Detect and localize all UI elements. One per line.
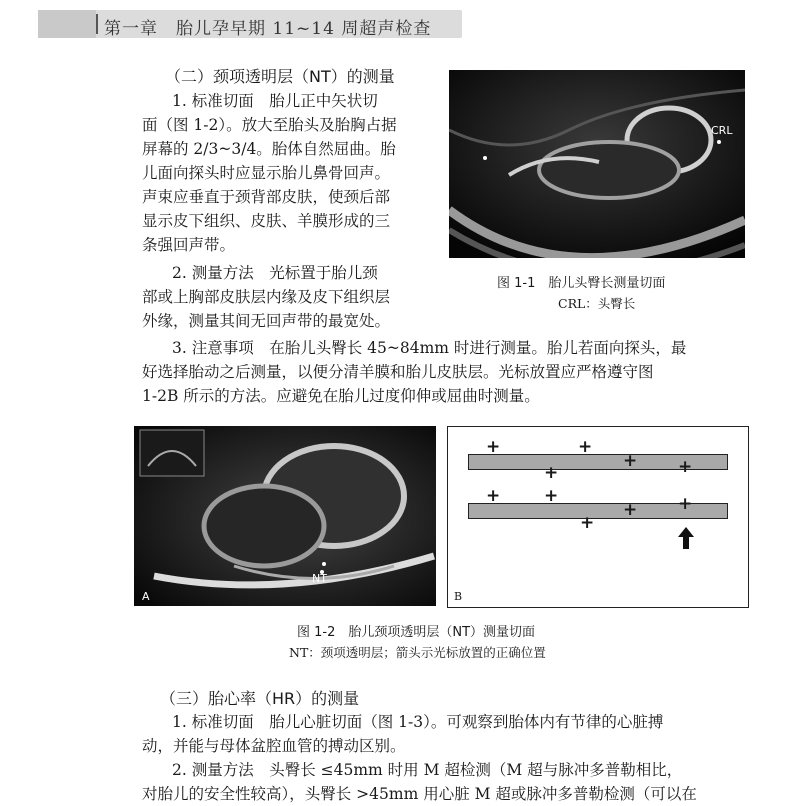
paragraph-line: 部或上胸部皮肤层内缘及皮下组织层 xyxy=(142,288,391,306)
figure-1-2-caption: 图 1-2 胎儿颈项透明层（NT）测量切面 xyxy=(297,625,536,640)
paragraph-line: 1. 标准切面 胎儿正中矢状切 xyxy=(172,92,378,110)
paragraph-line: 2. 测量方法 光标置于胎儿颈 xyxy=(172,264,378,282)
cursor-cross-icon: + xyxy=(623,500,638,520)
paragraph-line: 外缘，测量其间无回声带的最宽处。 xyxy=(142,312,391,330)
paragraph-line: 好选择胎动之后测量，以便分清羊膜和胎儿皮肤层。光标放置应严格遵守图 xyxy=(142,363,654,381)
cursor-cross-icon: + xyxy=(678,457,693,477)
section-heading-hr: （三）胎心率（HR）的测量 xyxy=(160,689,360,708)
paragraph-line: 儿面向探头时应显示胎儿鼻骨回声。 xyxy=(142,164,391,182)
panel-b-label: B xyxy=(454,590,463,603)
figure-1-1-ultrasound xyxy=(449,70,745,258)
section-heading-nt: （二）颈项透明层（NT）的测量 xyxy=(165,67,395,86)
cursor-cross-icon: + xyxy=(623,451,638,471)
ultrasound-image xyxy=(449,70,745,258)
paragraph-line: 声束应垂直于颈背部皮肤，使颈后部 xyxy=(142,188,391,206)
paragraph-line: 1. 标准切面 胎儿心脏切面（图 1-3）。可观察到胎体内有节律的心脏搏 xyxy=(172,713,664,731)
nt-label: NT xyxy=(312,572,327,585)
header-accent-bar xyxy=(38,10,96,38)
paragraph-line: 对胎儿的安全性较高），头臀长 >45mm 用心脏 M 超或脉冲多普勒检测（可以在 xyxy=(142,785,697,803)
chapter-title: 第一章 胎儿孕早期 11~14 周超声检查 xyxy=(104,19,432,39)
cursor-cross-icon: + xyxy=(580,513,595,533)
cursor-cross-icon: + xyxy=(544,463,559,483)
cursor-cross-icon: + xyxy=(486,486,501,506)
cursor-cross-icon: + xyxy=(544,486,559,506)
figure-1-2-subcaption: NT：颈项透明层；箭头示光标放置的正确位置 xyxy=(289,645,546,660)
panel-a-label: A xyxy=(142,590,150,603)
cursor-cross-icon: + xyxy=(678,494,693,514)
paragraph-line: 2. 测量方法 头臀长 ≤45mm 时用 M 超检测（M 超与脉冲多普勒相比， xyxy=(172,761,683,779)
figure-1-2a-ultrasound xyxy=(134,426,436,606)
figure-1-2b-diagram xyxy=(447,426,749,608)
paragraph-line: 屏幕的 2/3~3/4。胎体自然屈曲。胎 xyxy=(142,140,396,158)
cursor-cross-icon: + xyxy=(578,437,593,457)
chapter-header xyxy=(38,10,462,38)
paragraph-line: 条强回声带。 xyxy=(142,236,236,254)
paragraph-line: 面（图 1-2）。放大至胎头及胎胸占据 xyxy=(142,116,397,134)
crl-label: CRL xyxy=(711,124,733,137)
paragraph-line: 动，并能与母体盆腔血管的搏动区别。 xyxy=(142,737,406,755)
figure-1-1-subcaption: CRL：头臀长 xyxy=(558,296,636,311)
up-arrow-icon xyxy=(678,527,694,549)
paragraph-line: 1-2B 所示的方法。应避免在胎儿过度仰伸或屈曲时测量。 xyxy=(142,387,540,405)
paragraph-line: 显示皮下组织、皮肤、羊膜形成的三 xyxy=(142,212,391,230)
nt-ultrasound-image xyxy=(134,426,436,606)
header-divider xyxy=(96,14,98,34)
paragraph-line: 3. 注意事项 在胎儿头臀长 45~84mm 时进行测量。胎儿若面向探头，最 xyxy=(172,339,687,357)
cursor-cross-icon: + xyxy=(486,437,501,457)
figure-1-1-caption: 图 1-1 胎儿头臀长测量切面 xyxy=(497,276,666,291)
